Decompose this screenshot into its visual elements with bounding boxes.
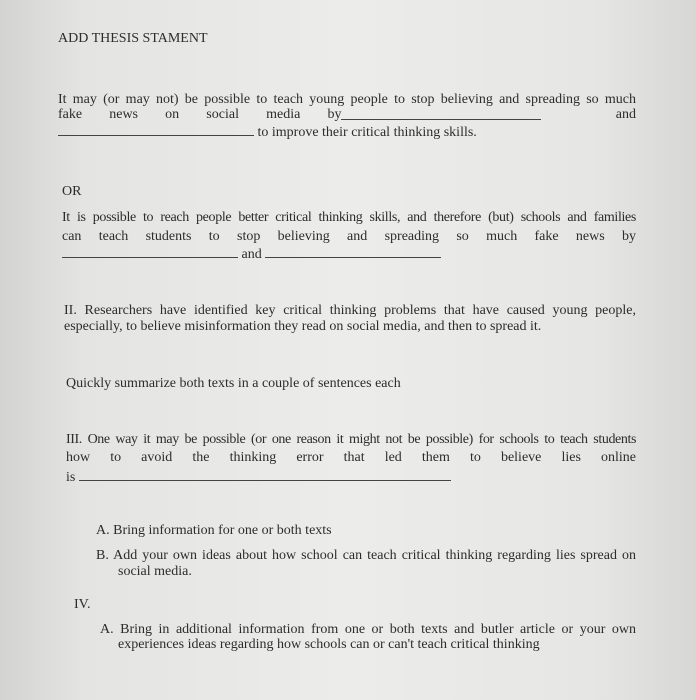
thesis-option-1-line-2: [58, 106, 636, 123]
word-with-blank: [327, 106, 541, 123]
thesis-option-1-line-3: [58, 122, 636, 141]
list-item-a: A. Bring information for one or both texts: [96, 523, 332, 538]
line-text: is: [66, 470, 76, 485]
word: news: [109, 107, 139, 122]
fill-in-blank[interactable]: [341, 106, 541, 120]
thesis-option-2-line-2: can teach students to stop believing and spreading so much fake news by: [62, 229, 636, 244]
word: fake: [58, 107, 83, 122]
section-iv-item-a-line-2: experiences ideas regarding how schools can or can't teach critical thinking: [118, 637, 540, 652]
section-ii-line-2: especially, to believe misinformation they read on social media, and then to spread it.: [64, 319, 542, 334]
section-iv-item-a-line-1: A. Bring in additional information from one or both texts and butler article or your own: [100, 622, 636, 637]
fill-in-blank[interactable]: [265, 244, 441, 258]
section-iii-line-2: how to avoid the thinking error that led them to believe lies online: [66, 450, 636, 465]
thesis-option-2-line-1: It is possible to reach people better critical thinking skills, and therefore (but) schools and families: [62, 210, 636, 225]
word: on: [165, 107, 180, 122]
page-title: ADD THESIS STAMENT: [58, 31, 208, 46]
word: media: [266, 107, 301, 122]
fill-in-blank[interactable]: [58, 122, 254, 136]
section-iii-line-1: III. One way it may be possible (or one reason it might not be possible) for schools to teach students: [66, 432, 636, 447]
section-iii-line-3: [66, 467, 636, 486]
line-text: to improve their critical thinking skills.: [257, 125, 477, 140]
thesis-option-1-line-1: It may (or may not) be possible to teach young people to stop believing and spreading so much: [58, 92, 636, 107]
section-iv-label: IV.: [74, 597, 91, 612]
list-item-b-line-1: B. Add your own ideas about how school can teach critical thinking regarding lies spread on: [96, 548, 636, 563]
word: social: [206, 107, 239, 122]
word: by: [327, 107, 342, 122]
thesis-option-2-line-3: [62, 244, 636, 263]
section-ii-line-1: II. Researchers have identified key critical thinking problems that have caused young people,: [64, 303, 636, 318]
or-label: OR: [62, 184, 82, 199]
summary-prompt: Quickly summarize both texts in a couple of sentences each: [66, 376, 401, 391]
word: and: [615, 107, 636, 122]
fill-in-blank[interactable]: [79, 467, 451, 481]
list-item-b-line-2: social media.: [118, 564, 192, 579]
line-text: and: [241, 247, 262, 262]
fill-in-blank[interactable]: [62, 244, 238, 258]
